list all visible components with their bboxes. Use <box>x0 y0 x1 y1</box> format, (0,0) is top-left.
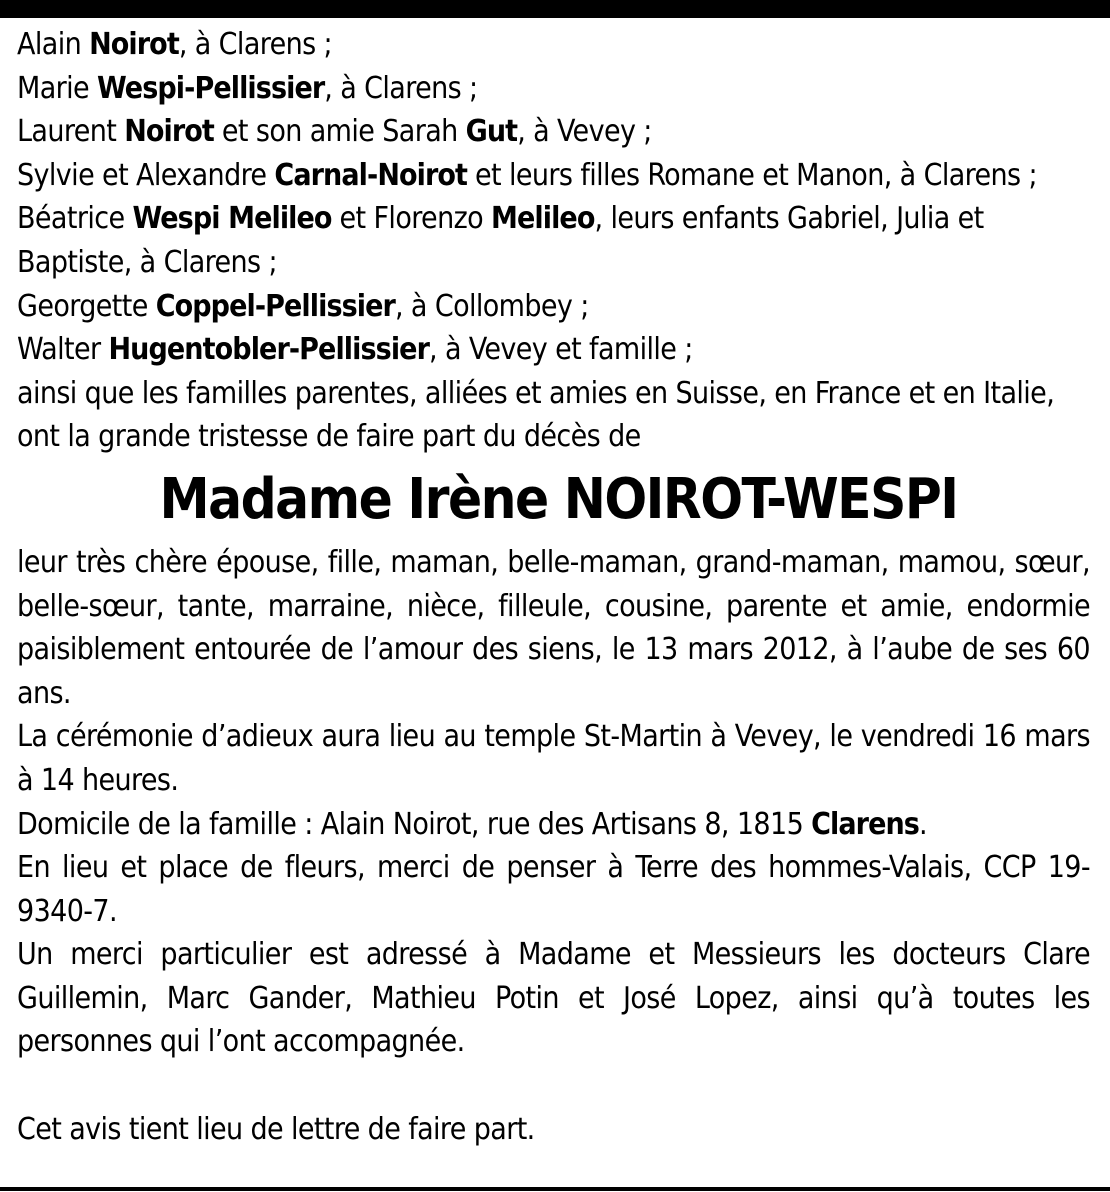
domicile-town: Clarens <box>811 806 919 842</box>
domicile-paragraph: Domicile de la famille : Alain Noirot, rue des Artisans 8, 1815 Clarens. <box>17 806 927 842</box>
intro-paragraph: ainsi que les familles parentes, alliées et amies en Suisse, en France et en Italie, ont la grande tristesse de faire part du décès de <box>17 375 1055 455</box>
family-line: Alain Noirot, à Clarens ; <box>17 27 333 62</box>
ceremony-paragraph: La cérémonie d’adieux aura lieu au temple St-Martin à Vevey, le vendredi 16 mars à 14 heures. <box>17 719 1090 798</box>
family-line: Marie Wespi-Pellissier, à Clarens ; <box>17 70 478 106</box>
obituary-notice <box>17 23 1090 1151</box>
family-line: Georgette Coppel-Pellissier, à Collombey ; <box>17 288 589 324</box>
deceased-name: Madame Irène NOIROT-WESPI <box>159 466 958 532</box>
bottom-rule <box>0 1187 1110 1191</box>
family-surname: Wespi Melileo <box>132 201 332 237</box>
family-line: Walter Hugentobler-Pellissier, à Vevey et famille ; <box>17 332 693 368</box>
family-surname: Melileo <box>491 201 595 237</box>
blank-line <box>17 1064 1090 1108</box>
family-surname: Hugentobler-Pellissier <box>108 332 429 368</box>
family-surname: Coppel-Pellissier <box>155 288 395 324</box>
top-rule <box>0 0 1110 18</box>
family-surname: Gut <box>465 114 518 150</box>
family-surname: Carnal-Noirot <box>274 157 468 193</box>
family-line: Laurent Noirot et son amie Sarah Gut, à Vevey ; <box>17 114 652 150</box>
description-paragraph: leur très chère épouse, fille, maman, belle-maman, grand-maman, mamou, sœur, belle-sœur, tante, marraine, nièce, filleule, cousine, parente et amie, endormie paisiblement entourée de l’amour des siens, le 13 mars 2012, à l’aube de ses 60 ans. <box>17 544 1090 711</box>
thanks-paragraph: Un merci particulier est adressé à Madame et Messieurs les docteurs Clare Guillemin, Marc Gander, Mathieu Potin et José Lopez, ainsi qu’à toutes les personnes qui l’ont accompagnée. <box>17 937 1090 1060</box>
closing-line: Cet avis tient lieu de lettre de faire part. <box>17 1111 535 1147</box>
family-line: Sylvie et Alexandre Carnal-Noirot et leurs filles Romane et Manon, à Clarens ; <box>17 157 1037 193</box>
family-surname: Wespi-Pellissier <box>97 70 325 106</box>
family-surname: Noirot <box>89 27 179 62</box>
family-line: Béatrice Wespi Melileo et Florenzo Melileo, leurs enfants Gabriel, Julia et Baptiste, à Clarens ; <box>17 201 984 280</box>
family-surname: Noirot <box>124 114 214 150</box>
flowers-paragraph: En lieu et place de fleurs, merci de penser à Terre des hommes-Valais, CCP 19-9340-7. <box>17 850 1090 929</box>
